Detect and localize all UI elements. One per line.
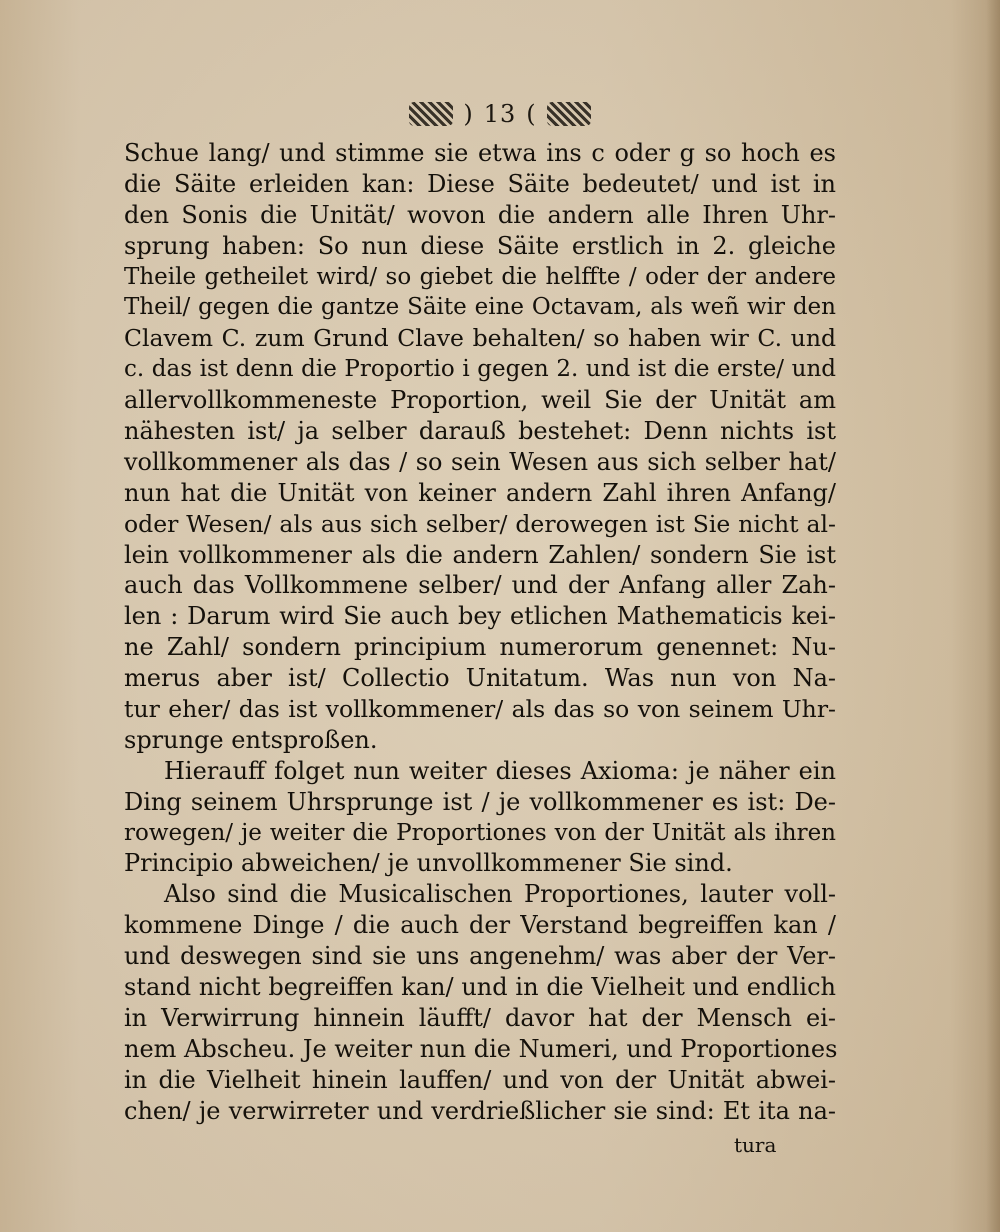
text-line: Theile getheilet wird/ so giebet die helffte / oder der andere (124, 263, 836, 290)
text-line: Clavem C. zum Grund Clave behalten/ so haben wir C. und (124, 324, 836, 353)
text-line: merus aber ist/ Collectio Unitatum. Was nun von Na- (124, 664, 836, 693)
catchword: tura (734, 1133, 777, 1157)
text-line: oder Wesen/ als aus sich selber/ derowegen ist Sie nicht al- (124, 509, 836, 538)
text-line: Theil/ gegen die gantze Säite eine Octavam, als weñ wir den (124, 294, 836, 321)
text-line: c. das ist denn die Proportio i gegen 2. und ist die erste/ und (124, 356, 836, 383)
text-line: Schue lang/ und stimme sie etwa ins c oder g so hoch es (124, 139, 836, 167)
text-line: sprung haben: So nun diese Säite erstlich in 2. gleiche (124, 231, 836, 260)
ornament-right-icon (547, 102, 591, 126)
text-line: stand nicht begreiffen kan/ und in die Vielheit und endlich (124, 973, 836, 1002)
text-line: rowegen/ je weiter die Proportiones von der Unität als ihren (124, 819, 836, 846)
page-header (0, 100, 1000, 128)
text-line: in die Vielheit hinein lauffen/ und von der Unität abwei- (124, 1065, 836, 1094)
text-line: und deswegen sind sie uns angenehm/ was aber der Ver- (124, 942, 836, 971)
text-line: lein vollkommener als die andern Zahlen/ sondern Sie ist (124, 540, 836, 569)
text-line: chen/ je verwirreter und verdrießlicher sie sind: Et ita na- (124, 1096, 836, 1125)
text-line: kommene Dinge / die auch der Verstand begreiffen kan / (124, 911, 836, 940)
text-line: sprunge entsproßen. (124, 725, 378, 754)
text-line: ne Zahl/ sondern principium numerorum genennet: Nu- (124, 633, 836, 662)
body-text (124, 138, 836, 1127)
header-right-paren: ( (526, 100, 537, 128)
text-line: den Sonis die Unität/ wovon die andern alle Ihren Uhr- (124, 200, 836, 229)
text-line: auch das Vollkommene selber/ und der Anfang aller Zah- (124, 571, 836, 600)
text-line: vollkommener als das / so sein Wesen aus sich selber hat/ (124, 447, 836, 476)
text-line: len : Darum wird Sie auch bey etlichen Mathematicis kei- (124, 602, 836, 631)
text-line: tur eher/ das ist vollkommener/ als das so von seinem Uhr- (124, 695, 836, 724)
page-number: 13 (483, 100, 517, 128)
ornament-left-icon (409, 102, 453, 126)
text-line: allervollkommeneste Proportion, weil Sie der Unität am (124, 386, 836, 415)
text-line: nähesten ist/ ja selber darauß bestehet: Denn nichts ist (124, 417, 836, 446)
text-line: Ding seinem Uhrsprunge ist / je vollkommener es ist: De- (124, 787, 836, 816)
text-line: Also sind die Musicalischen Proportiones, lauter voll- (164, 880, 836, 909)
text-line: Hierauff folget nun weiter dieses Axioma: je näher ein (164, 756, 836, 785)
text-line: nem Abscheu. Je weiter nun die Numeri, und Proportiones (124, 1034, 838, 1063)
text-line: die Säite erleiden kan: Diese Säite bedeutet/ und ist in (124, 169, 836, 198)
header-left-paren: ) (463, 100, 474, 128)
text-line: in Verwirrung hinnein läufft/ davor hat der Mensch ei- (124, 1003, 836, 1032)
text-line: Principio abweichen/ je unvollkommener Sie sind. (124, 849, 733, 878)
text-line: nun hat die Unität von keiner andern Zahl ihren Anfang/ (124, 478, 836, 507)
